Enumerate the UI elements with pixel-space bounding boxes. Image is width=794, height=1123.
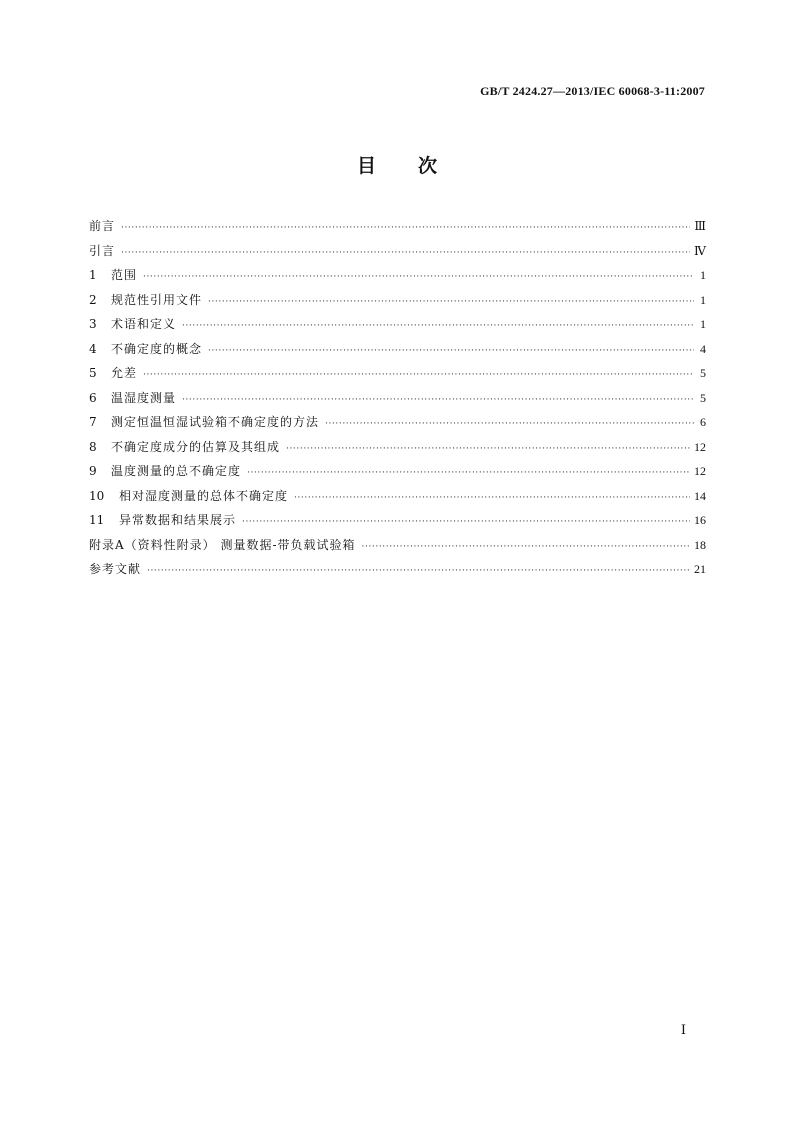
toc-entry-number: 10 — [89, 488, 105, 503]
toc-entry[interactable] — [89, 412, 706, 437]
toc-entry-page: 18 — [694, 537, 706, 552]
toc-entry-page: 1 — [700, 317, 706, 331]
toc-entry-page: 5 — [700, 366, 706, 380]
toc-entry[interactable] — [89, 241, 706, 266]
toc-leader-dots — [208, 292, 694, 312]
toc-entry-label: 温湿度测量 — [111, 390, 177, 405]
toc-entry-number: 6 — [89, 390, 97, 405]
toc-entry-number: 5 — [89, 366, 97, 380]
toc-entry-label: 规范性引用文件 — [111, 292, 203, 307]
toc-entry-page: 21 — [694, 562, 706, 576]
toc-entry-page: 12 — [694, 439, 706, 454]
toc-leader-dots — [147, 561, 690, 581]
toc-entry[interactable] — [89, 363, 706, 388]
toc-entry-label: 参考文献 — [89, 562, 142, 576]
toc-entry-label: 范围 — [111, 268, 138, 282]
toc-entry-number: 2 — [89, 292, 97, 307]
toc-entry-page: 12 — [694, 464, 706, 478]
page-number: Ⅰ — [680, 1022, 686, 1037]
toc-entry-page: 5 — [700, 390, 706, 405]
toc-entry-page: 14 — [694, 488, 706, 503]
toc-entry-number: 11 — [89, 513, 105, 527]
table-of-contents — [89, 216, 706, 584]
toc-entry-page: 4 — [700, 341, 706, 356]
toc-entry-label: 测定恒温恒湿试验箱不确定度的方法 — [111, 415, 320, 429]
toc-leader-dots — [247, 463, 690, 483]
toc-entry-number: 1 — [89, 268, 97, 282]
toc-entry-label: 异常数据和结果展示 — [119, 513, 237, 527]
toc-entry-label: 附录A（资料性附录） 测量数据-带负载试验箱 — [89, 537, 356, 552]
toc-entry[interactable] — [89, 486, 706, 511]
toc-entry-number: 3 — [89, 317, 97, 331]
toc-entry-number: 4 — [89, 341, 97, 356]
toc-entry[interactable] — [89, 339, 706, 364]
toc-entry[interactable] — [89, 461, 706, 486]
toc-entry[interactable] — [89, 290, 706, 315]
toc-entry-label: 前言 — [89, 219, 116, 233]
toc-entry-page: Ⅲ — [694, 219, 706, 233]
toc-entry[interactable] — [89, 437, 706, 462]
toc-entry-page: 16 — [694, 513, 706, 527]
toc-leader-dots — [208, 341, 694, 361]
toc-entry-page: 1 — [700, 292, 706, 307]
toc-entry-page: 6 — [700, 415, 706, 429]
toc-leader-dots — [294, 488, 690, 508]
toc-leader-dots — [325, 414, 694, 434]
toc-entry-number: 9 — [89, 464, 97, 478]
toc-entry[interactable] — [89, 510, 706, 535]
toc-entry-label: 相对湿度测量的总体不确定度 — [119, 488, 289, 503]
page-title: 目次 — [356, 155, 479, 177]
toc-entry-page: 1 — [700, 268, 706, 282]
toc-entry-number: 8 — [89, 439, 97, 454]
toc-entry[interactable] — [89, 535, 706, 560]
toc-leader-dots — [362, 537, 690, 557]
toc-entry-label: 允差 — [111, 366, 138, 380]
document-code: GB/T 2424.27—2013/IEC 60068-3-11:2007 — [480, 84, 705, 98]
toc-leader-dots — [121, 243, 690, 263]
toc-entry-label: 不确定度的概念 — [111, 341, 203, 356]
toc-entry-label: 术语和定义 — [111, 317, 177, 331]
toc-leader-dots — [242, 512, 690, 532]
toc-entry-label: 温度测量的总不确定度 — [111, 464, 242, 478]
toc-entry-label: 引言 — [89, 243, 116, 258]
toc-entry[interactable] — [89, 216, 706, 241]
toc-entry[interactable] — [89, 559, 706, 584]
toc-entry-label: 不确定度成分的估算及其组成 — [111, 439, 281, 454]
toc-entry[interactable] — [89, 314, 706, 339]
toc-leader-dots — [182, 390, 694, 410]
toc-entry-number: 7 — [89, 415, 97, 429]
toc-leader-dots — [286, 439, 690, 459]
toc-leader-dots — [182, 316, 694, 336]
toc-leader-dots — [143, 365, 694, 385]
toc-entry[interactable] — [89, 388, 706, 413]
toc-entry[interactable] — [89, 265, 706, 290]
toc-entry-page: Ⅳ — [694, 243, 706, 258]
toc-leader-dots — [143, 267, 694, 287]
toc-leader-dots — [121, 218, 690, 238]
